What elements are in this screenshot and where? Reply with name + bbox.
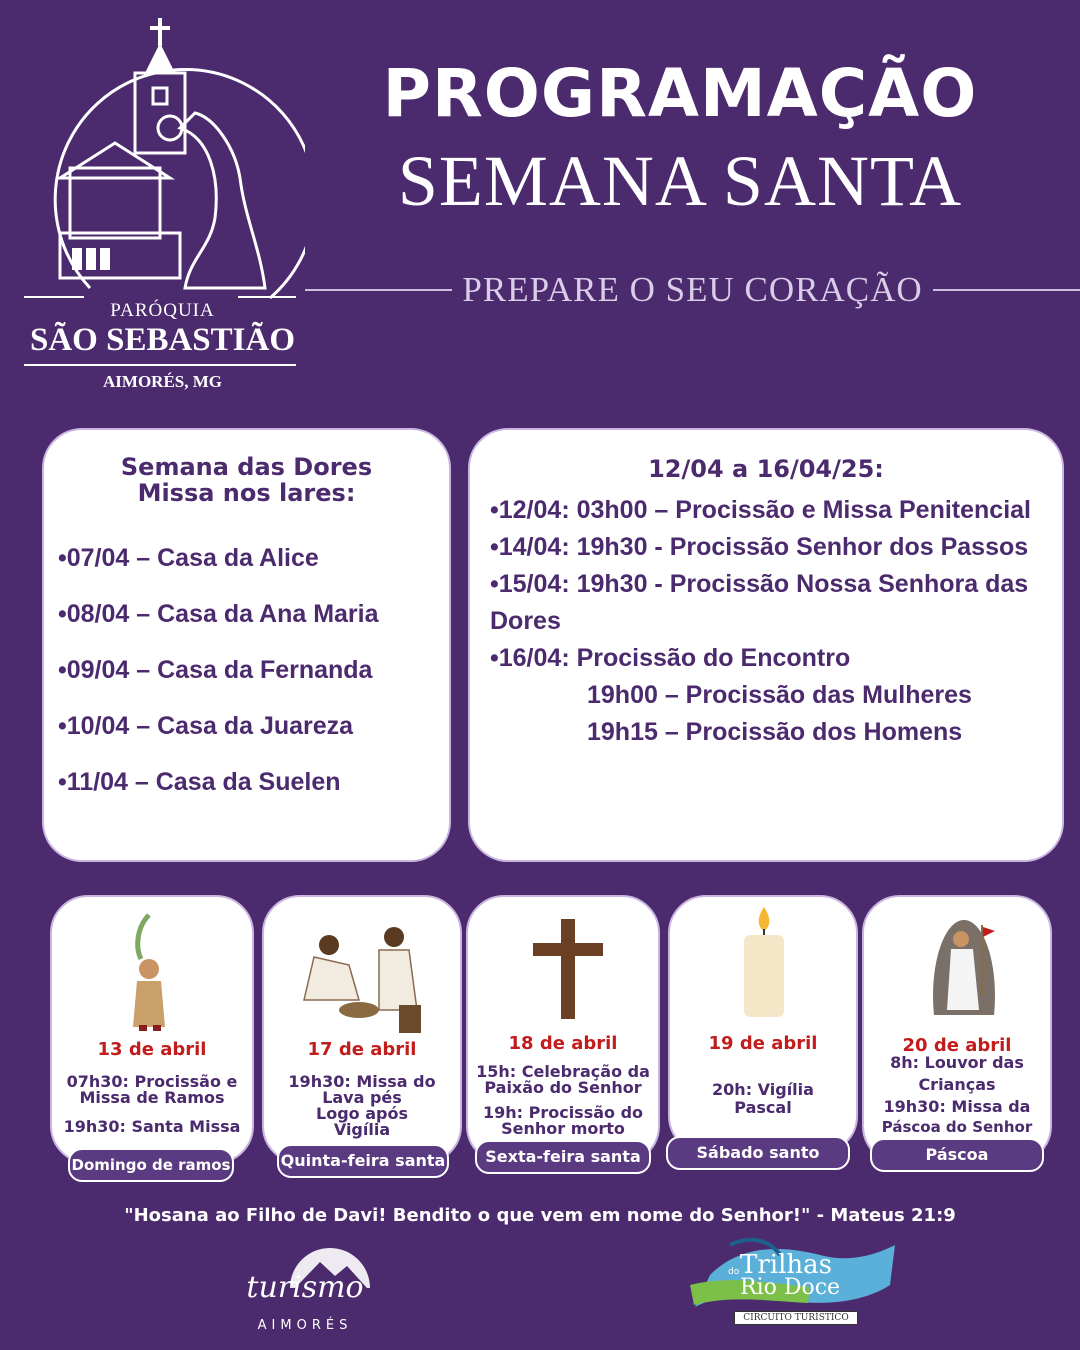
card-line: Pascal	[734, 1098, 792, 1117]
trilhas-rio-doce-logo	[690, 1235, 900, 1335]
list-item: •14/04: 19h30 - Procissão Senhor dos Passos	[490, 533, 1029, 561]
logo-rule-right	[238, 296, 296, 298]
list-item: •08/04 – Casa da Ana Maria	[58, 600, 379, 628]
turismo-city: AIMORÉS	[257, 1318, 353, 1333]
pill-sexta-feira[interactable]: Sexta-feira santa	[475, 1140, 651, 1174]
card-line: Logo após	[316, 1104, 408, 1123]
trilhas-sub: CIRCUITO TURÍSTICO	[734, 1311, 858, 1325]
card-pascoa	[862, 895, 1052, 1164]
logo-rule-left	[24, 296, 84, 298]
list-sub-item: 19h00 – Procissão das Mulheres	[587, 681, 972, 709]
card-date: 19 de abril	[708, 1033, 818, 1054]
tagline-text: PREPARE O SEU CORAÇÃO	[462, 270, 923, 309]
right-box-heading: 12/04 a 16/04/25:	[648, 455, 884, 483]
card-date: 13 de abril	[97, 1039, 207, 1060]
parish-city: AIMORÉS, MG	[103, 372, 222, 391]
card-line: Missa de Ramos	[79, 1088, 225, 1107]
tagline-line-left	[305, 289, 452, 291]
card-line: Lava pés	[322, 1088, 402, 1107]
tagline	[305, 268, 1080, 312]
turismo-text: turismo	[246, 1270, 364, 1305]
list-item: •10/04 – Casa da Juareza	[58, 712, 354, 740]
list-item: •11/04 – Casa da Suelen	[58, 768, 341, 796]
card-line: Paixão do Senhor	[484, 1078, 642, 1097]
cross-icon	[533, 919, 603, 1019]
pill-domingo-ramos[interactable]: Domingo de ramos	[68, 1148, 234, 1182]
card-date: 18 de abril	[508, 1033, 618, 1054]
card-domingo-ramos	[50, 895, 254, 1164]
pill-sabado-santo[interactable]: Sábado santo	[666, 1136, 850, 1170]
list-item: •12/04: 03h00 – Procissão e Missa Penitencial	[490, 496, 1031, 524]
card-line: 07h30: Procissão e	[66, 1072, 238, 1091]
list-item: •16/04: Procissão do Encontro	[490, 644, 851, 672]
list-item: •07/04 – Casa da Alice	[58, 544, 319, 572]
card-sabado-santo	[668, 895, 858, 1154]
list-sub-item: 19h15 – Procissão dos Homens	[587, 718, 963, 746]
card-line: 19h: Procissão do	[482, 1103, 644, 1122]
trilhas-do: do	[728, 1267, 740, 1277]
title-programacao: PROGRAMAÇÃO	[382, 55, 978, 132]
trilhas-line2: Rio Doce	[740, 1275, 841, 1300]
list-item: •09/04 – Casa da Fernanda	[58, 656, 373, 684]
left-box-heading-1: Semana das Dores	[120, 453, 373, 481]
candle-icon	[738, 905, 790, 1020]
left-box-heading-2: Missa nos lares:	[137, 479, 356, 507]
logo-rule-bottom	[24, 364, 296, 366]
risen-christ-icon	[929, 915, 999, 1015]
pill-pascoa[interactable]: Páscoa	[870, 1138, 1044, 1172]
trilhas-line1: Trilhas	[740, 1250, 832, 1280]
card-line: 8h: Louvor das	[890, 1053, 1024, 1072]
card-line: Senhor morto	[501, 1119, 625, 1138]
card-line: 15h: Celebração da	[476, 1062, 650, 1081]
semana-das-dores-box	[42, 428, 451, 862]
card-line: Páscoa do Senhor	[881, 1118, 1033, 1136]
card-line: 19h30: Missa do	[288, 1072, 436, 1091]
list-item: •15/04: 19h30 - Procissão Nossa Senhora das Dores	[490, 570, 1029, 635]
missa-lares-list	[58, 530, 379, 810]
card-line: 19h30: Santa Missa	[63, 1117, 241, 1136]
pill-quinta-feira[interactable]: Quinta-feira santa	[277, 1144, 449, 1178]
processions-box	[468, 428, 1064, 862]
tagline-line-right	[933, 289, 1080, 291]
parish-name: SÃO SEBASTIÃO	[29, 322, 295, 358]
title-semana-santa: SEMANA SANTA	[397, 141, 963, 221]
card-date: 17 de abril	[307, 1039, 417, 1060]
turismo-logo	[205, 1240, 405, 1340]
parish-label: PARÓQUIA	[110, 300, 215, 321]
card-line: Vigília	[333, 1120, 391, 1139]
card-date: 20 de abril	[902, 1035, 1012, 1056]
card-line: Crianças	[918, 1075, 996, 1094]
card-quinta-feira	[262, 895, 462, 1164]
palm-figure-icon	[127, 907, 177, 1032]
foot-washing-icon	[299, 925, 429, 1035]
bible-quote: "Hosana ao Filho de Davi! Bendito o que vem em nome do Senhor!" - Mateus 21:9	[124, 1205, 956, 1226]
processions-list	[490, 492, 1050, 751]
card-line: 19h30: Missa da	[883, 1097, 1031, 1116]
card-sexta-feira	[466, 895, 660, 1164]
card-line: 20h: Vigília	[712, 1080, 814, 1099]
